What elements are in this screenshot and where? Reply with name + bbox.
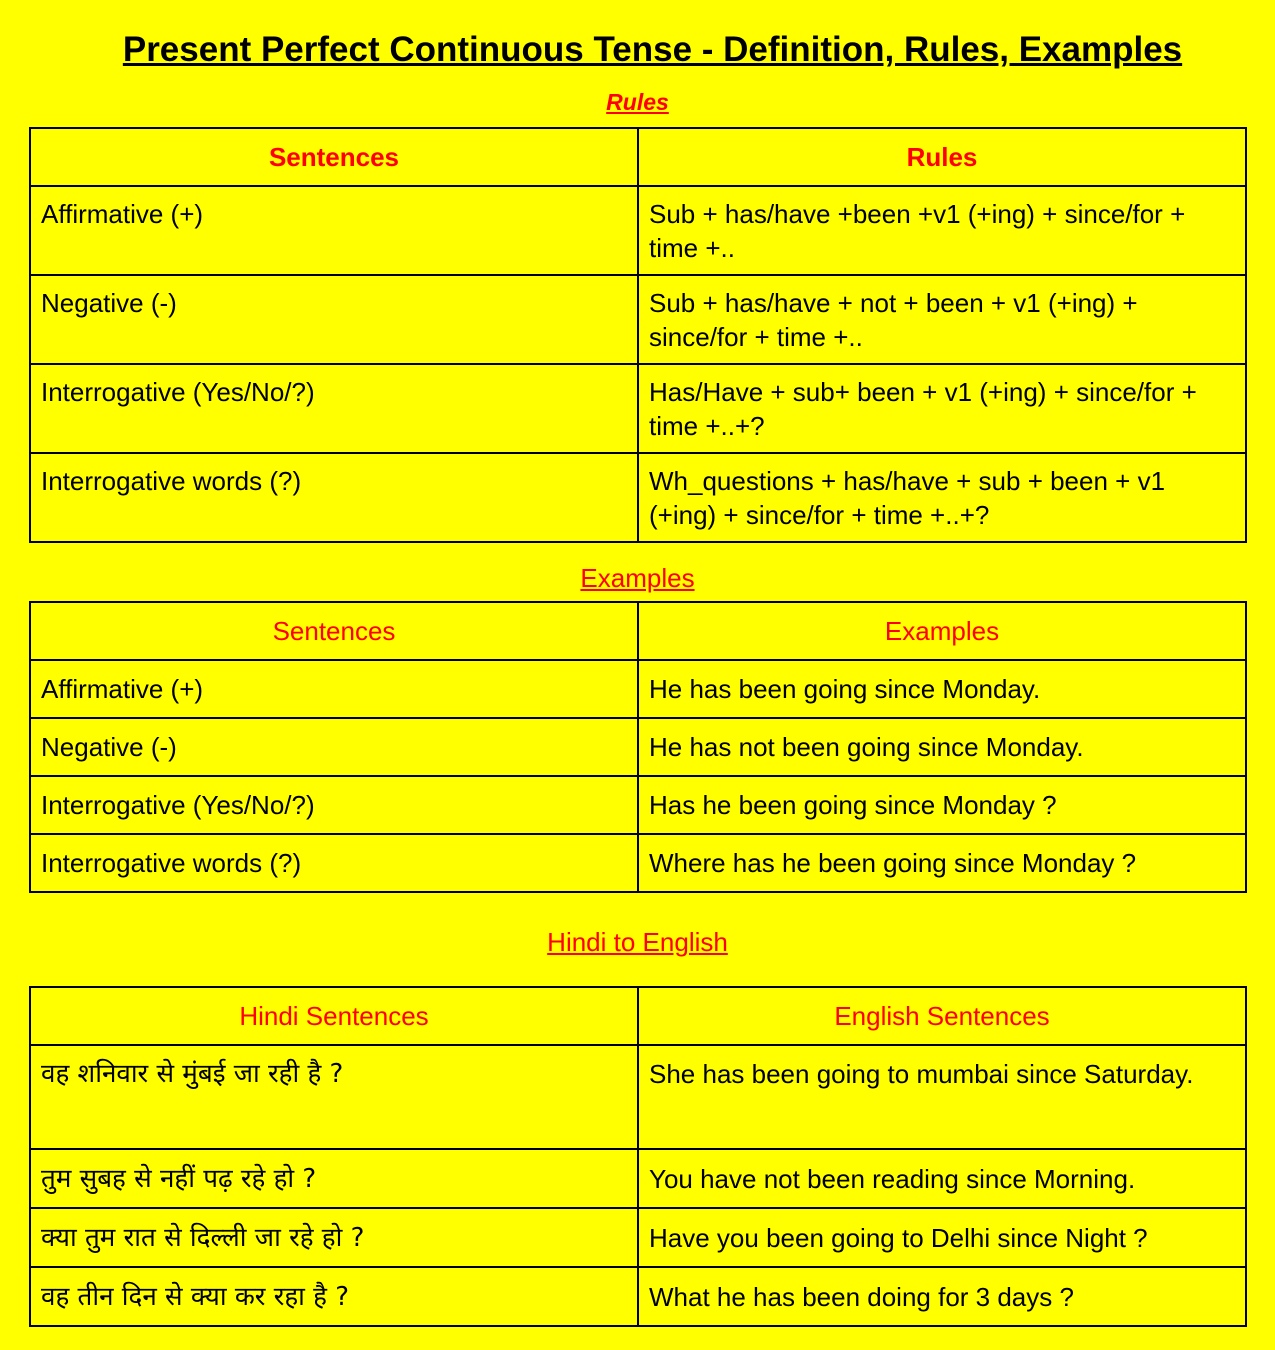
hindi-to-english-heading: Hindi to English	[547, 927, 728, 957]
rules-table	[29, 127, 1247, 543]
sentence-type-cell: Interrogative words (?)	[30, 834, 638, 892]
rule-cell: Sub + has/have +been +v1 (+ing) + since/for + time +..	[638, 186, 1246, 275]
hindi-sentence-cell: वह तीन दिन से क्या कर रहा है ?	[30, 1267, 638, 1326]
sentence-type-cell: Interrogative (Yes/No/?)	[30, 364, 638, 453]
rules-heading: Rules	[606, 89, 669, 115]
column-header-sentences: Sentences	[30, 602, 638, 660]
table-header-row	[30, 128, 1246, 186]
table-header-row	[30, 987, 1246, 1045]
table-row	[30, 776, 1246, 834]
column-header-english-sentences: English Sentences	[638, 987, 1246, 1045]
sentence-type-cell: Affirmative (+)	[30, 660, 638, 718]
sentence-type-cell: Negative (-)	[30, 275, 638, 364]
table-row	[30, 660, 1246, 718]
table-row	[30, 275, 1246, 364]
table-row	[30, 364, 1246, 453]
hindi-to-english-table	[29, 986, 1247, 1327]
table-row	[30, 718, 1246, 776]
rule-cell: Wh_questions + has/have + sub + been + v1 (+ing) + since/for + time +..+?	[638, 453, 1246, 542]
example-cell: He has been going since Monday.	[638, 660, 1246, 718]
table-row	[30, 1208, 1246, 1267]
english-sentence-cell: You have not been reading since Morning.	[638, 1149, 1246, 1208]
column-header-hindi-sentences: Hindi Sentences	[30, 987, 638, 1045]
examples-table	[29, 601, 1247, 893]
hindi-sentence-cell: क्या तुम रात से दिल्ली जा रहे हो ?	[30, 1208, 638, 1267]
sentence-type-cell: Affirmative (+)	[30, 186, 638, 275]
table-header-row	[30, 602, 1246, 660]
sentence-type-cell: Interrogative words (?)	[30, 453, 638, 542]
sentence-type-cell: Negative (-)	[30, 718, 638, 776]
example-cell: Has he been going since Monday ?	[638, 776, 1246, 834]
column-header-sentences: Sentences	[30, 128, 638, 186]
sentence-type-cell: Interrogative (Yes/No/?)	[30, 776, 638, 834]
page-title: Present Perfect Continuous Tense - Definition, Rules, Examples	[122, 30, 1183, 69]
example-cell: Where has he been going since Monday ?	[638, 834, 1246, 892]
table-row	[30, 1267, 1246, 1326]
column-header-examples: Examples	[638, 602, 1246, 660]
table-row	[30, 834, 1246, 892]
column-header-rules: Rules	[638, 128, 1246, 186]
english-sentence-cell: What he has been doing for 3 days ?	[638, 1267, 1246, 1326]
english-sentence-cell: She has been going to mumbai since Saturday.	[638, 1045, 1246, 1149]
table-row	[30, 453, 1246, 542]
rule-cell: Sub + has/have + not + been + v1 (+ing) + since/for + time +..	[638, 275, 1246, 364]
hindi-sentence-cell: तुम सुबह से नहीं पढ़ रहे हो ?	[30, 1149, 638, 1208]
hindi-sentence-cell: वह शनिवार से मुंबई जा रही है ?	[30, 1045, 638, 1149]
examples-heading: Examples	[580, 563, 695, 593]
table-row	[30, 186, 1246, 275]
table-row	[30, 1045, 1246, 1149]
rule-cell: Has/Have + sub+ been + v1 (+ing) + since/for + time +..+?	[638, 364, 1246, 453]
table-row	[30, 1149, 1246, 1208]
english-sentence-cell: Have you been going to Delhi since Night ?	[638, 1208, 1246, 1267]
example-cell: He has not been going since Monday.	[638, 718, 1246, 776]
